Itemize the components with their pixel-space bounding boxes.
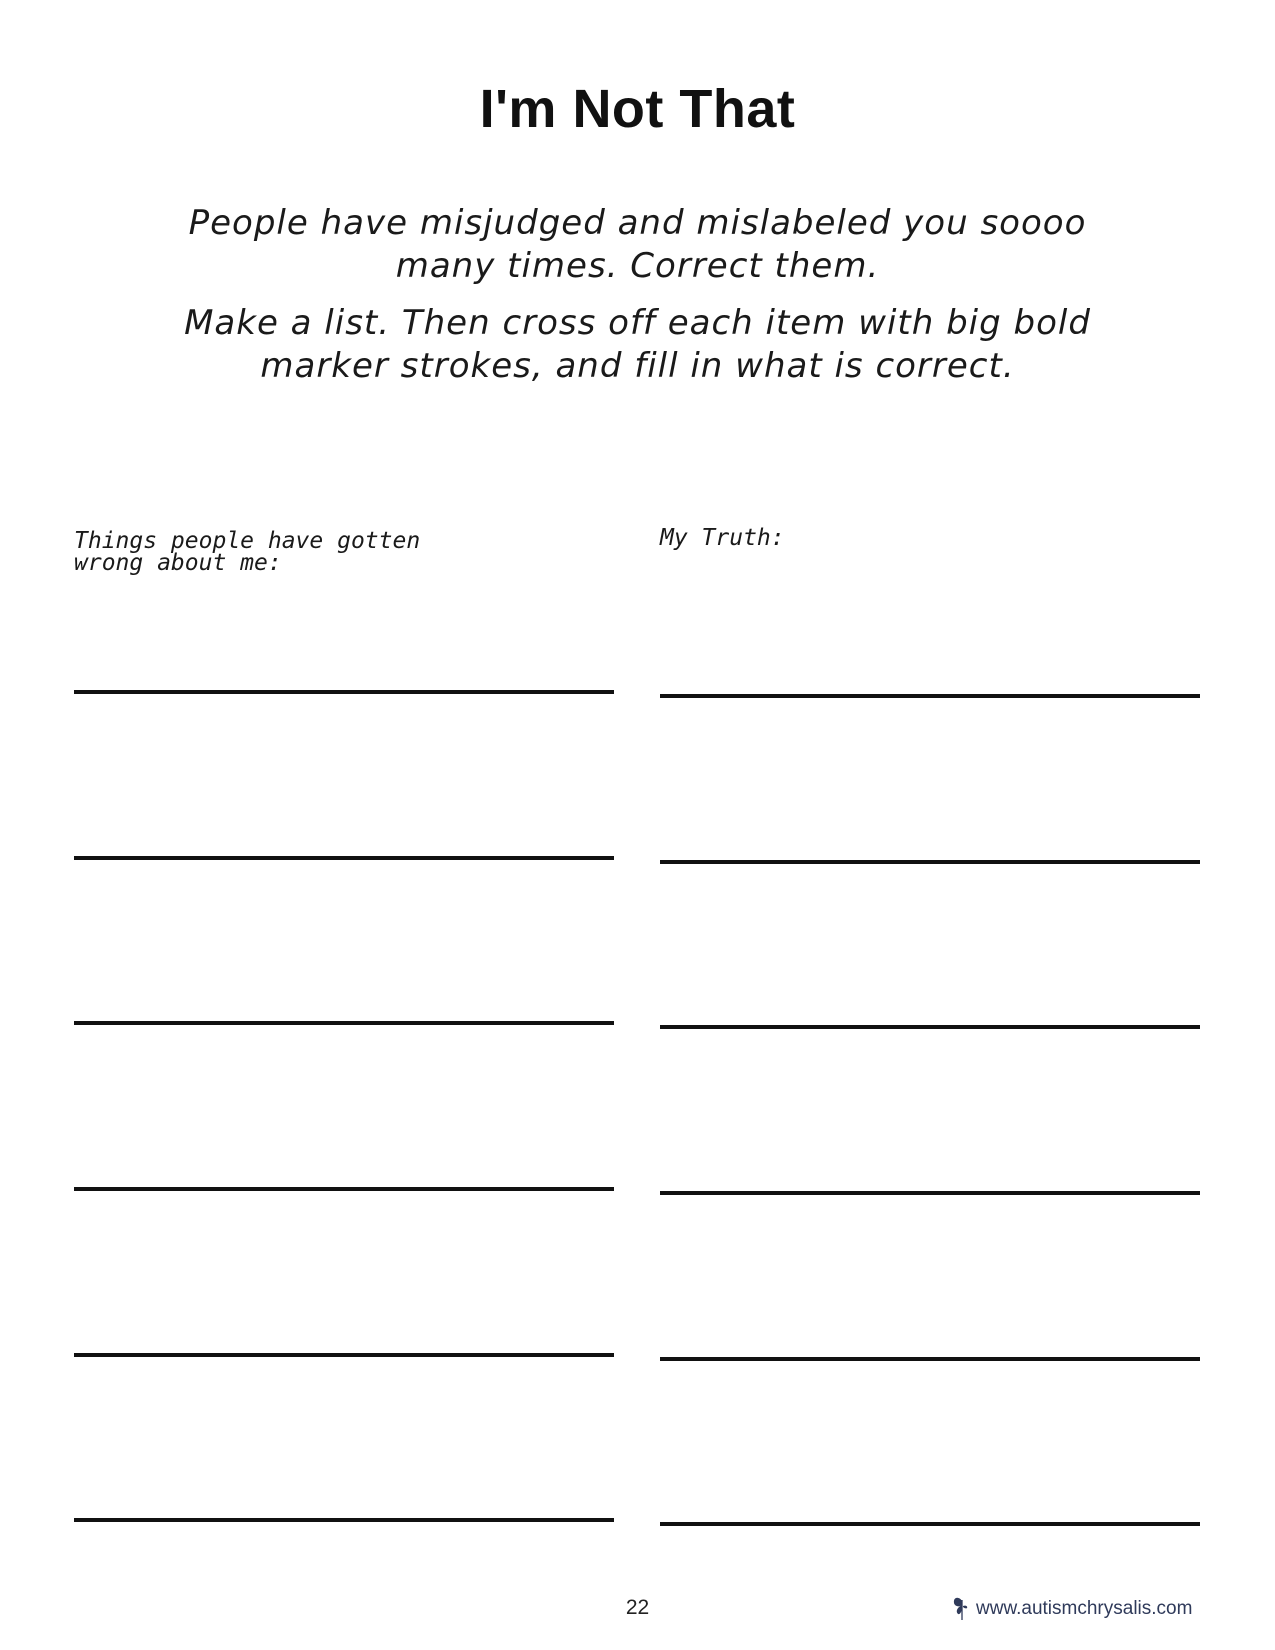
- page-title: I'm Not That: [479, 79, 796, 139]
- butterfly-icon: [950, 1596, 974, 1622]
- right-write-line[interactable]: [660, 860, 1200, 864]
- right-write-line[interactable]: [660, 1191, 1200, 1195]
- left-write-line[interactable]: [74, 1353, 614, 1357]
- left-write-line[interactable]: [74, 856, 614, 860]
- right-column-label: My Truth:: [660, 525, 785, 551]
- footer-brand[interactable]: [950, 1595, 1192, 1623]
- intro-paragraph-2: Make a list. Then cross off each item with big bold marker strokes, and fill in what is correct.: [184, 303, 1091, 386]
- website-link[interactable]: www.autismchrysalis.com: [976, 1598, 1193, 1619]
- left-write-line[interactable]: [74, 1518, 614, 1522]
- left-write-line[interactable]: [74, 690, 614, 694]
- right-write-line[interactable]: [660, 1357, 1200, 1361]
- left-column-label: Things people have gotten wrong about me:: [74, 528, 421, 576]
- right-write-line[interactable]: [660, 1522, 1200, 1526]
- left-write-line[interactable]: [74, 1187, 614, 1191]
- page-number: 22: [625, 1596, 650, 1619]
- right-write-line[interactable]: [660, 694, 1200, 698]
- left-write-line[interactable]: [74, 1021, 614, 1025]
- right-write-line[interactable]: [660, 1025, 1200, 1029]
- intro-paragraph-1: People have misjudged and mislabeled you soooo many times. Correct them.: [188, 203, 1087, 286]
